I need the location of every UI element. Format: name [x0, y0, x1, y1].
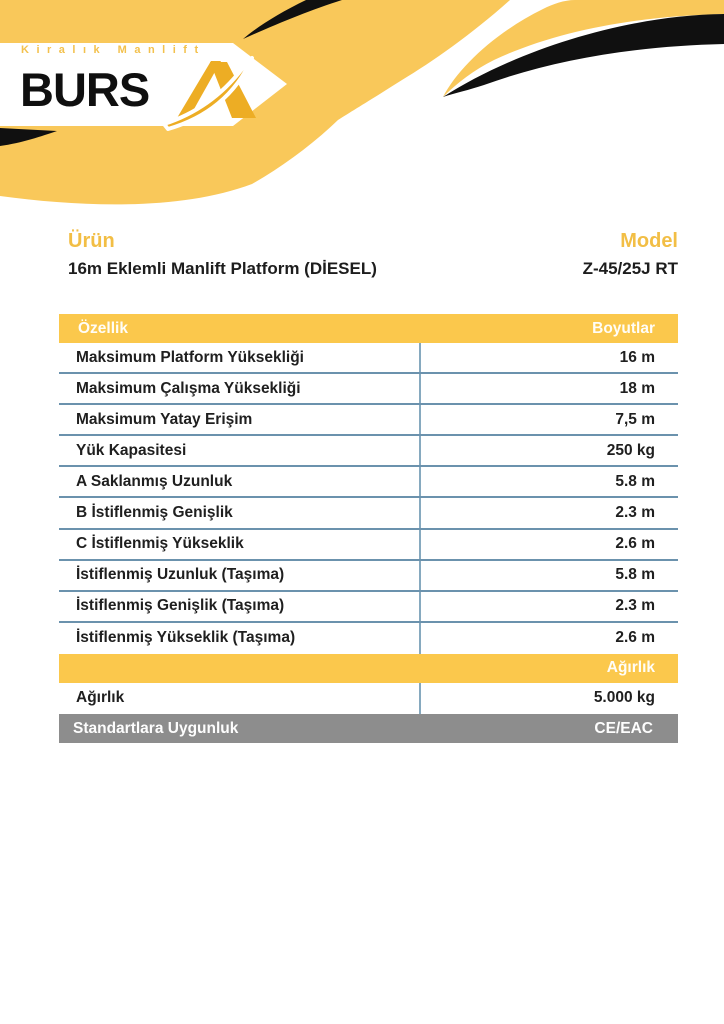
header-artwork [0, 0, 724, 230]
weight-band-label: Ağırlık [606, 659, 655, 677]
row-value: 16 m [619, 348, 655, 366]
weight-row [59, 683, 678, 714]
table-row [59, 405, 678, 436]
row-label: Yük Kapasitesi [76, 441, 187, 459]
logo-tagline: Kiralık Manlift [21, 44, 206, 56]
row-value: 2.6 m [615, 535, 655, 553]
compliance-label: Standartlara Uygunluk [73, 719, 239, 737]
table-row [59, 467, 678, 498]
row-label: İstiflenmiş Genişlik (Taşıma) [76, 597, 285, 615]
row-label: İstiflenmiş Yükseklik (Taşıma) [76, 629, 296, 647]
logo-wordmark: BURS [20, 63, 150, 116]
table-row [59, 343, 678, 374]
row-value: 5.8 m [615, 566, 655, 584]
row-label: Maksimum Yatay Erişim [76, 410, 253, 428]
spec-table [59, 314, 678, 743]
row-value: 18 m [619, 379, 655, 397]
table-row [59, 561, 678, 592]
row-label: Maksimum Çalışma Yüksekliği [76, 379, 301, 397]
spec-rows [59, 343, 678, 654]
table-row [59, 623, 678, 654]
row-label: B İstiflenmiş Genişlik [76, 504, 233, 522]
row-value: 5.8 m [615, 472, 655, 490]
weight-row-label: Ağırlık [76, 689, 125, 707]
table-row [59, 498, 678, 529]
table-row [59, 592, 678, 623]
row-label: İstiflenmiş Uzunluk (Taşıma) [76, 566, 285, 584]
row-value: 7,5 m [615, 410, 655, 428]
table-row [59, 530, 678, 561]
model-section-label: Model [620, 230, 678, 252]
product-name: 16m Eklemli Manlift Platform (DİESEL) [68, 259, 377, 278]
table-header-band [59, 314, 678, 343]
row-value: 2.6 m [615, 629, 655, 647]
compliance-value: CE/EAC [594, 719, 653, 737]
product-section-label: Ürün [68, 230, 115, 252]
table-row [59, 436, 678, 467]
logo-stylized-a-icon [155, 52, 265, 137]
compliance-band [59, 714, 678, 743]
table-header-dimensions: Boyutlar [592, 319, 655, 337]
table-row [59, 374, 678, 405]
model-value: Z-45/25J RT [582, 259, 678, 278]
table-header-feature: Özellik [78, 319, 128, 337]
row-value: 2.3 m [615, 504, 655, 522]
row-label: A Saklanmış Uzunluk [76, 472, 233, 490]
row-label: Maksimum Platform Yüksekliği [76, 348, 304, 366]
row-value: 250 kg [606, 441, 655, 459]
weight-row-value: 5.000 kg [593, 689, 655, 707]
weight-band [59, 654, 678, 683]
row-label: C İstiflenmiş Yükseklik [76, 535, 244, 553]
row-value: 2.3 m [615, 597, 655, 615]
